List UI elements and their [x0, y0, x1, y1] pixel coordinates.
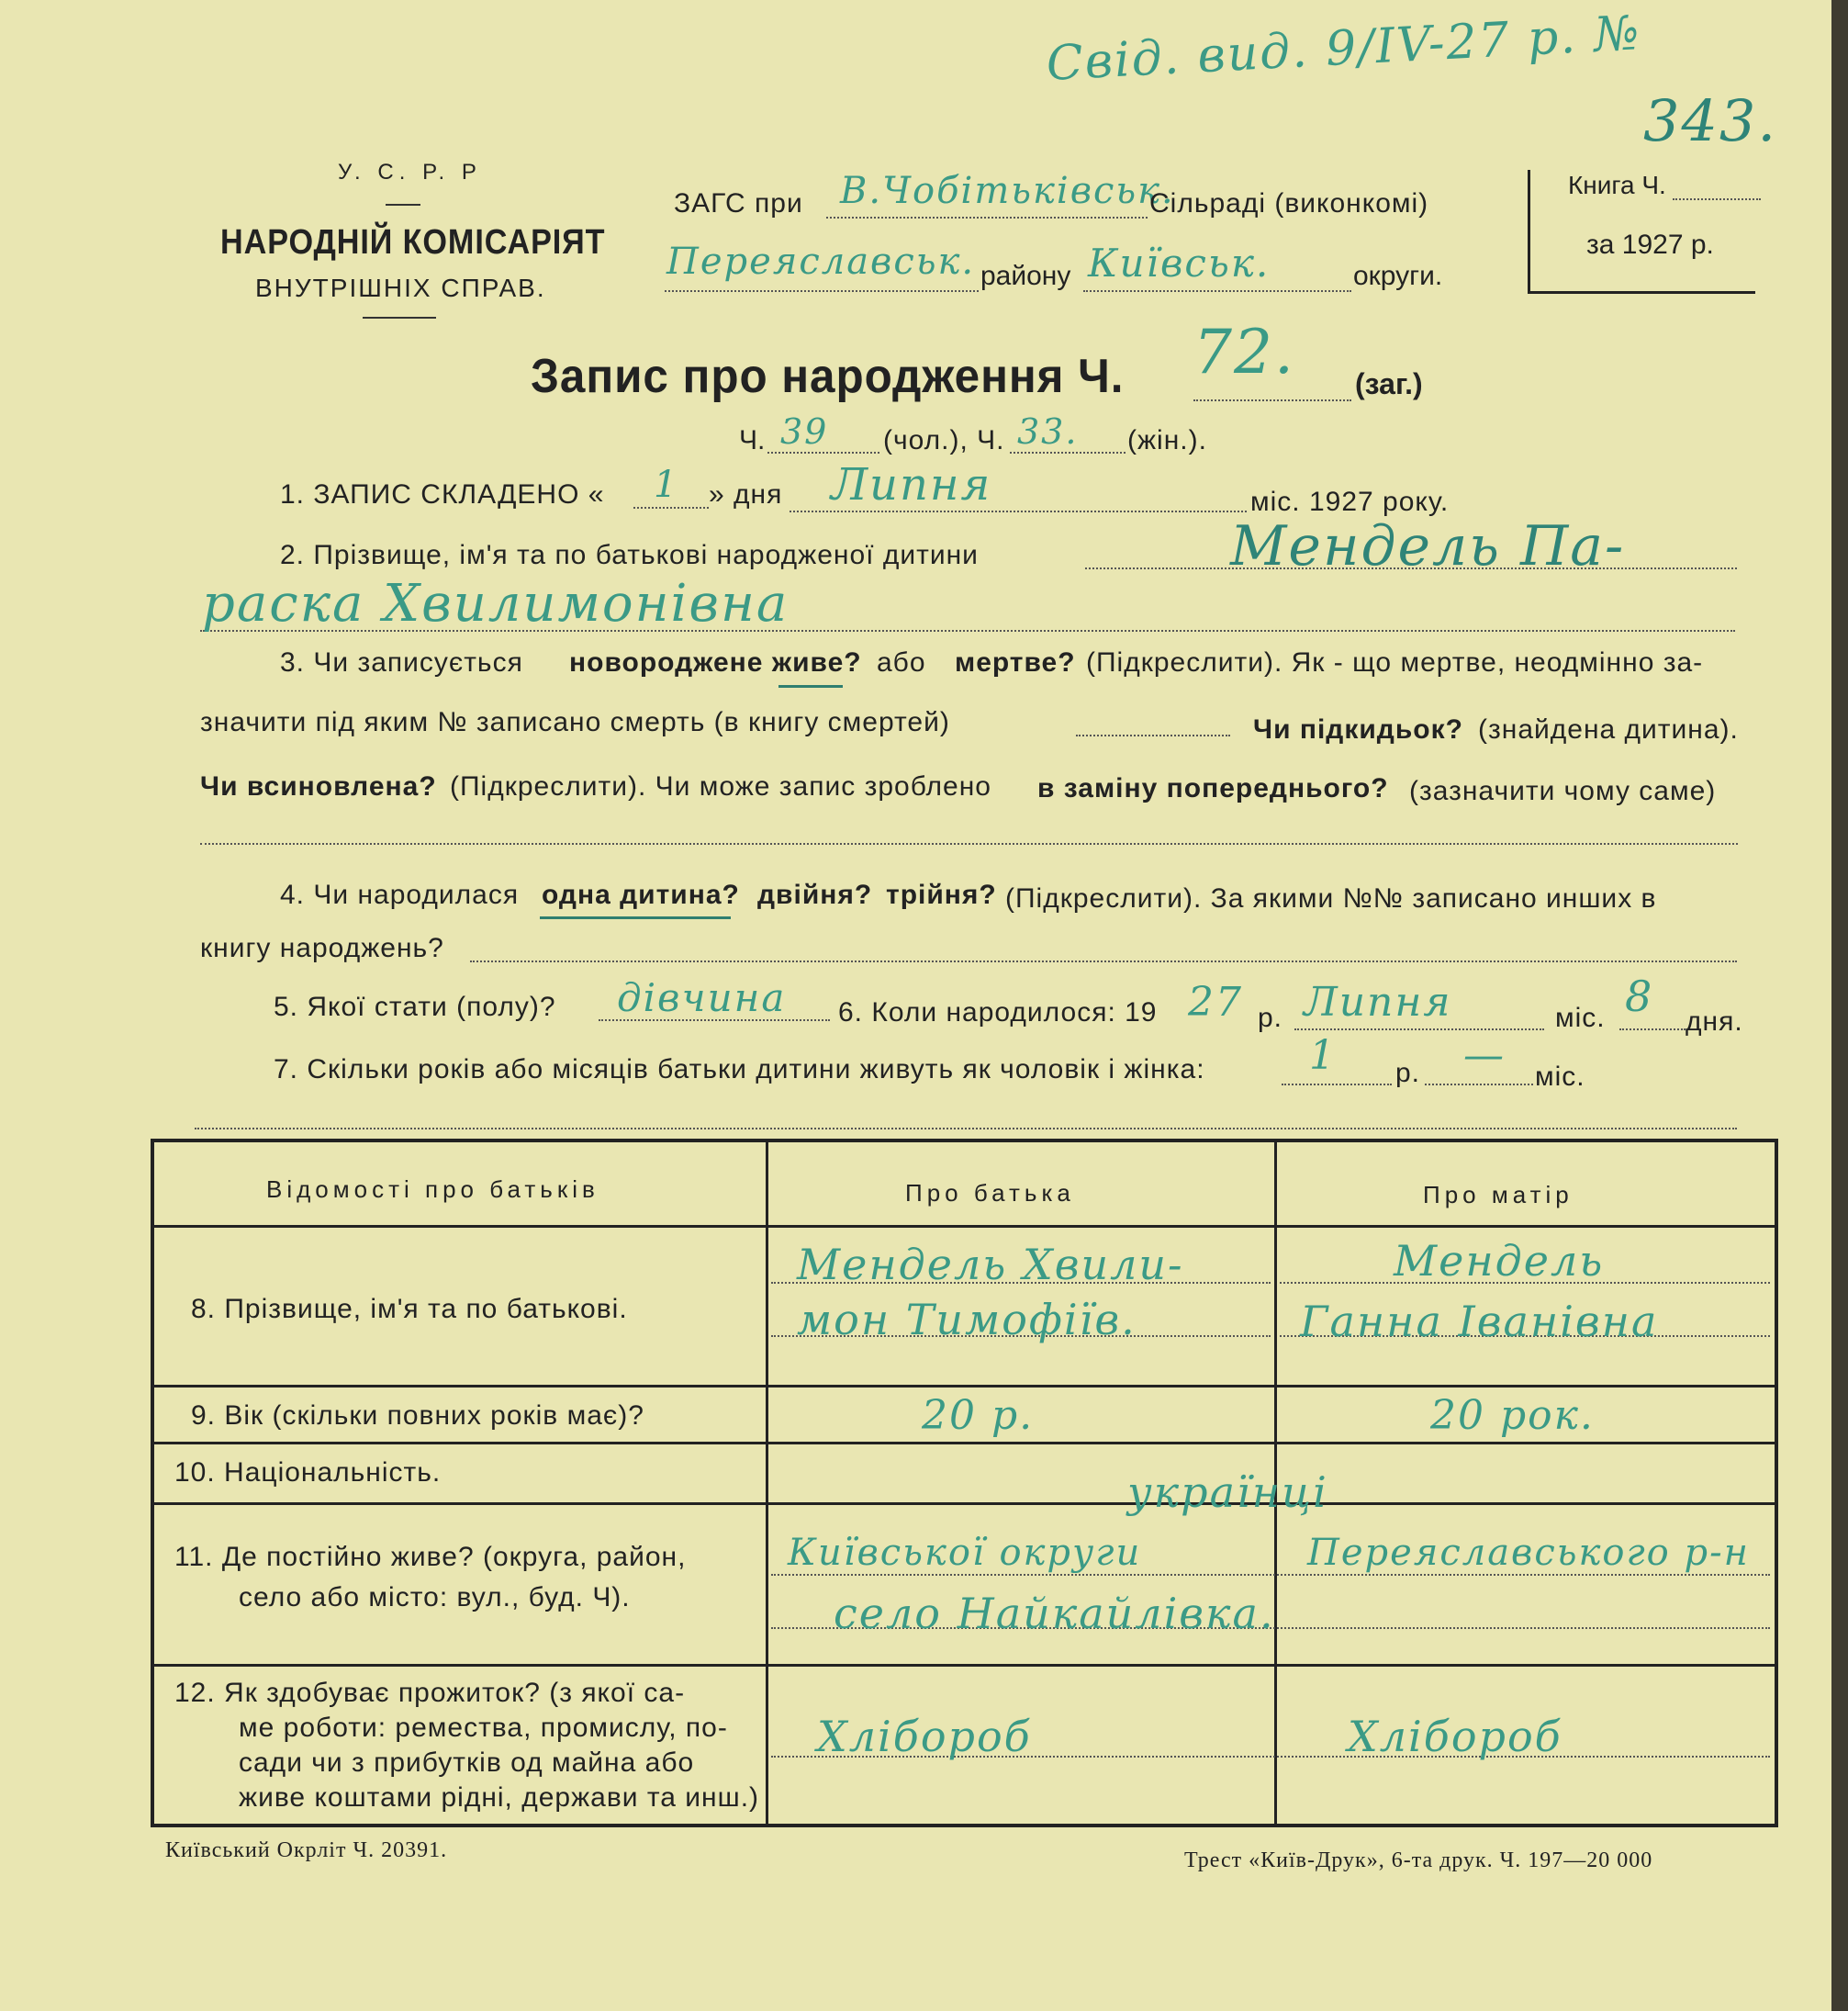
f7-line	[195, 1128, 1737, 1129]
hw-top-note: Свід. вид. 9/IV-27 р. №	[1045, 6, 1642, 92]
footer-left: Київський Окрліт Ч. 20391.	[165, 1838, 448, 1862]
row12-label-a: 12. Як здобуває прожиток? (з якої са-	[174, 1678, 686, 1708]
single-underline	[540, 916, 731, 919]
hw-record-number: 72.	[1193, 317, 1295, 388]
hw-residence-okrug: Київської округи	[788, 1532, 1142, 1574]
record-title: Запис про народження Ч.	[531, 350, 1125, 403]
f7-years-line	[1282, 1084, 1392, 1085]
book-number-line	[1673, 198, 1761, 200]
female-count-line	[1010, 452, 1126, 454]
hw-female-count: 33.	[1017, 411, 1079, 452]
f7-label: 7. Скільки років або місяців батьки дитини живуть як чоловік і жінка:	[274, 1054, 1205, 1084]
f4-line	[470, 961, 1737, 962]
f6-day-line	[1619, 1028, 1686, 1030]
hw-residence-district: Переяславського р-н	[1307, 1532, 1750, 1574]
f4-single: одна дитина?	[542, 880, 740, 910]
f6-r: р.	[1258, 1003, 1283, 1033]
f7-months-line	[1425, 1084, 1533, 1085]
f1-day-line	[633, 507, 709, 509]
hw-mother-name2: Ганна Іванівна	[1300, 1297, 1659, 1346]
f3-line	[200, 843, 1738, 845]
hw-nationality: українці	[1127, 1467, 1328, 1517]
state-label: У. С. Р. Р	[338, 160, 482, 185]
row-divider	[154, 1502, 1775, 1505]
hw-council: В.Чобітьківськ.	[840, 170, 1175, 212]
okrug-line	[1083, 290, 1351, 292]
row12-label-b: ме роботи: ремества, промислу, по-	[239, 1713, 728, 1743]
f3-adopted: Чи всиновлена?	[200, 771, 437, 802]
f7-r: р.	[1395, 1058, 1421, 1088]
col-divider	[766, 1142, 768, 1824]
f7-mis: міс.	[1535, 1062, 1585, 1092]
f2-label: 2. Прізвище, ім'я та по батькові народженої дитини	[280, 540, 979, 570]
parents-table	[151, 1139, 1778, 1827]
col-info-header: Відомості про батьків	[266, 1175, 599, 1203]
f3-death-line	[1076, 735, 1230, 736]
row10-label: 10. Національність.	[174, 1457, 442, 1488]
district-line	[665, 290, 979, 292]
f3-b: (Підкреслити). Як - що мертве, неодмінно за-	[1086, 647, 1704, 678]
hw-father-name1: Мендель Хвили-	[797, 1240, 1184, 1289]
hw-mother-age: 20 рок.	[1430, 1392, 1595, 1439]
zags-prefix: ЗАГС при	[674, 188, 803, 219]
council-line	[826, 217, 1148, 219]
zags-suffix: Сільраді (виконкомі)	[1149, 188, 1429, 219]
row11-label-a: 11. Де постійно живе? (округа, район,	[174, 1542, 687, 1572]
f1-prefix: 1. ЗАПИС СКЛАДЕНО «	[280, 479, 605, 510]
f6-mis: міс.	[1555, 1003, 1606, 1033]
f3-e: (зазначити чому саме)	[1409, 776, 1717, 806]
hw-f1-day: 1	[654, 464, 679, 506]
f4-triplets: трійня?	[886, 880, 997, 910]
male-count-line	[767, 452, 879, 454]
footer-right: Трест «Київ-Друк», 6-та друк. Ч. 197—20 000	[1184, 1848, 1653, 1872]
row9-label: 9. Вік (скільки повних років має)?	[191, 1400, 644, 1431]
hw-mother-name1: Мендель	[1394, 1236, 1605, 1286]
male-label: (чол.), Ч.	[883, 425, 1005, 455]
f3-live: новороджене живе?	[569, 647, 862, 678]
row11-label-b: село або місто: вул., буд. Ч).	[239, 1582, 631, 1612]
hw-male-count: 39	[780, 411, 829, 452]
hw-f1-month: Липня	[831, 459, 992, 511]
f3-or: або	[877, 647, 926, 678]
f1-mid: » дня	[709, 479, 783, 510]
hw-f6-day: 8	[1625, 972, 1654, 1021]
f3-c: значити під яким № записано смерть (в книгу смертей)	[200, 707, 950, 737]
col-father-header: Про батька	[905, 1179, 1075, 1207]
divider	[386, 204, 420, 206]
okrug-suffix: округи.	[1353, 261, 1443, 291]
f3-replace: в заміну попереднього?	[1037, 773, 1389, 803]
commissariat-title: НАРОДНІЙ КОМІСАРІЯТ	[220, 223, 606, 262]
row-divider	[154, 1385, 1775, 1387]
f3-dead: мертве?	[955, 647, 1076, 678]
hw-f2-child-name2: раска Хвилимонівна	[202, 574, 790, 634]
row12-label-c: сади чи з прибутків од майна або	[239, 1747, 695, 1778]
divider	[363, 317, 436, 319]
f4-c: книгу народжень?	[200, 933, 444, 963]
f4-a: 4. Чи народилася	[280, 880, 520, 910]
f3-found-note: (знайдена дитина).	[1478, 714, 1739, 745]
record-number-line	[1193, 399, 1351, 401]
department-label: ВНУТРІШНІХ СПРАВ.	[255, 274, 546, 302]
f4-b: (Підкреслити). За якими №№ записано инших в	[1005, 883, 1657, 914]
hw-f2-child-name1: Мендель Па-	[1230, 514, 1626, 579]
f1-month-line	[790, 511, 1247, 512]
f6-label: 6. Коли народилося: 19	[838, 997, 1158, 1028]
live-underline	[778, 685, 843, 688]
book-label: Книга Ч.	[1568, 171, 1666, 199]
f3-d: (Підкреслити). Чи може запис зроблено	[450, 771, 991, 802]
female-label: (жін.).	[1127, 425, 1207, 455]
row-divider	[154, 1442, 1775, 1444]
hw-f7-months: —	[1463, 1032, 1506, 1079]
row-divider	[154, 1664, 1775, 1667]
hw-father-name2: мон Тимофіїв.	[797, 1295, 1137, 1344]
hw-district: Переяславськ.	[666, 241, 976, 283]
f3-a: 3. Чи записується	[280, 647, 523, 678]
hw-mother-job: Хлібороб	[1348, 1712, 1562, 1761]
book-year: за 1927 р.	[1586, 230, 1714, 260]
hw-residence-village: село Найкайлівка.	[834, 1589, 1275, 1638]
hw-f6-month: Липня	[1304, 979, 1452, 1026]
f1-suffix: міс. 1927 року.	[1250, 487, 1450, 517]
counts-prefix: Ч.	[739, 425, 766, 455]
hw-book-number: 343.	[1643, 87, 1778, 154]
residence-line1	[771, 1574, 1770, 1576]
row-divider	[154, 1225, 1775, 1228]
col-mother-header: Про матір	[1423, 1181, 1574, 1208]
record-total-label: (заг.)	[1355, 367, 1423, 400]
hw-father-age: 20 р.	[922, 1392, 1035, 1439]
district-suffix: району	[980, 261, 1071, 291]
hw-okrug: Київськ.	[1088, 241, 1271, 286]
page-edge	[1831, 0, 1848, 2011]
hw-f6-year: 27	[1188, 979, 1243, 1026]
f4-twins: двійня?	[757, 880, 873, 910]
hw-f5-sex: дівчина	[617, 975, 787, 1020]
f5-label: 5. Якої стати (полу)?	[274, 992, 556, 1022]
f3-found: Чи підкидьок?	[1253, 714, 1463, 745]
f6-dnya: дня.	[1686, 1006, 1743, 1037]
hw-father-job: Хлібороб	[817, 1712, 1032, 1761]
hw-f7-years: 1	[1309, 1032, 1337, 1079]
f6-month-line	[1294, 1028, 1544, 1030]
row12-label-d: живе коштами рідні, держави та инш.)	[239, 1782, 760, 1813]
row8-label: 8. Прізвище, ім'я та по батькові.	[191, 1294, 628, 1324]
